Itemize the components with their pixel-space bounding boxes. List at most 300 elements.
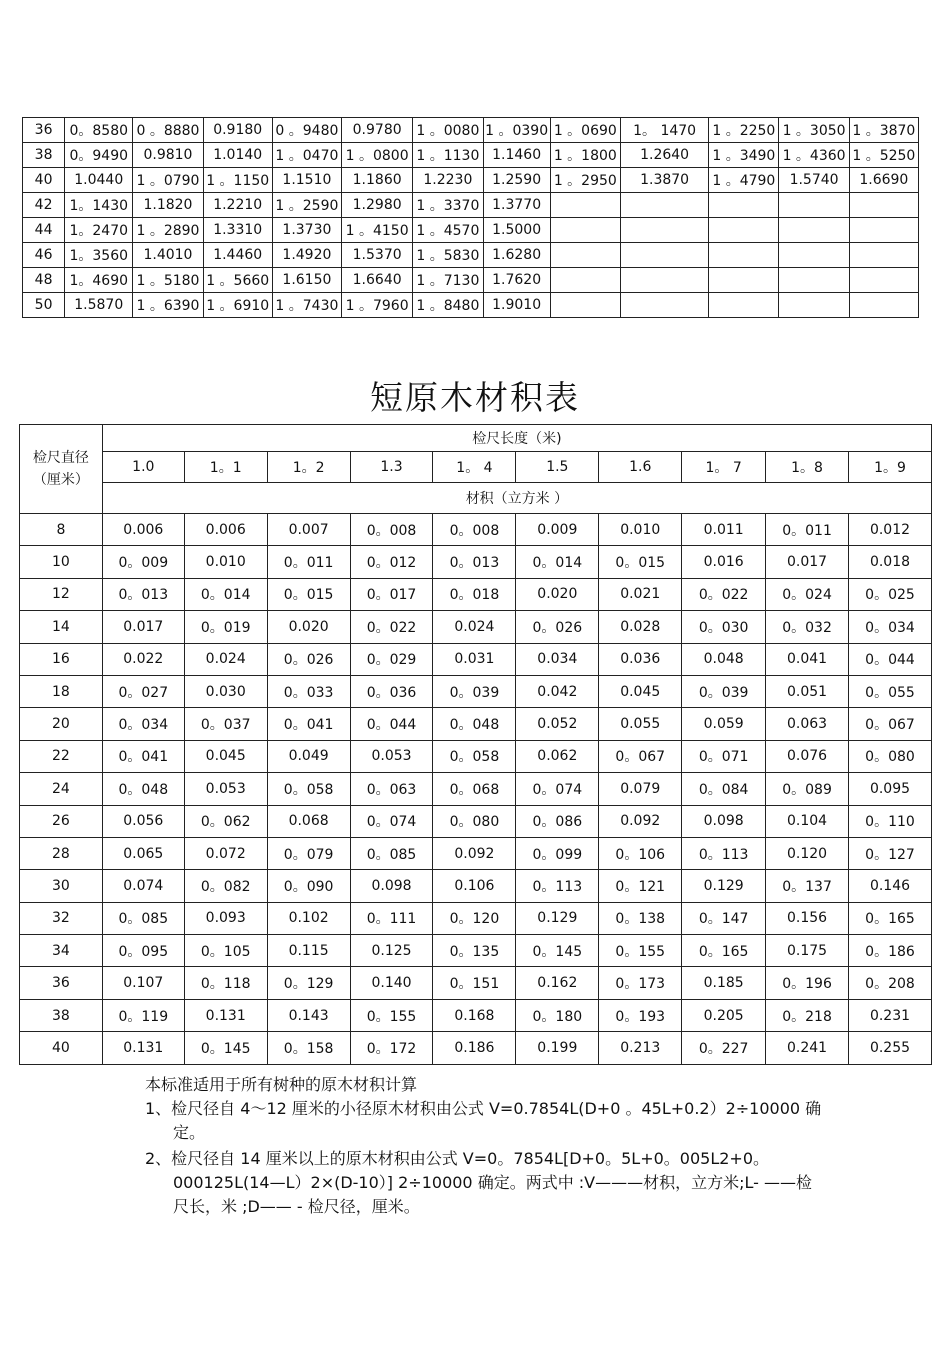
volume-cell xyxy=(779,243,849,268)
volume-cell: 0。118 xyxy=(184,967,267,999)
volume-cell: 0。138 xyxy=(599,902,682,934)
volume-cell: 0.143 xyxy=(267,999,350,1031)
volume-cell: 0。145 xyxy=(184,1032,267,1064)
volume-cell: 1.5370 xyxy=(342,243,413,268)
volume-cell: 0。026 xyxy=(516,611,599,643)
volume-cell xyxy=(779,293,849,318)
volume-cell: 0.052 xyxy=(516,708,599,740)
volume-cell: 0.063 xyxy=(766,708,849,740)
volume-cell: 1.6150 xyxy=(272,268,341,293)
volume-cell: 0.162 xyxy=(516,967,599,999)
table-row xyxy=(20,514,932,546)
volume-cell: 0。084 xyxy=(682,773,766,805)
diameter-cell: 48 xyxy=(23,268,65,293)
volume-cell: 1 。5660 xyxy=(203,268,272,293)
volume-cell: 0.041 xyxy=(766,643,849,675)
volume-cell: 0。067 xyxy=(849,708,932,740)
table-row xyxy=(23,143,919,168)
volume-cell: 0。218 xyxy=(766,999,849,1031)
volume-cell xyxy=(709,268,779,293)
volume-cell: 0.125 xyxy=(350,935,433,967)
volume-cell: 0.186 xyxy=(433,1032,516,1064)
volume-cell: 0.045 xyxy=(599,675,682,707)
volume-cell: 0。135 xyxy=(433,935,516,967)
volume-cell: 0。039 xyxy=(682,675,766,707)
volume-cell: 0.055 xyxy=(599,708,682,740)
volume-cell xyxy=(849,218,918,243)
volume-cell: 1 。0790 xyxy=(133,168,203,193)
volume-cell: 1 。3370 xyxy=(413,193,483,218)
volume-cell: 1 。2890 xyxy=(133,218,203,243)
length-cell: 1。8 xyxy=(766,452,849,483)
volume-cell: 1 。0080 xyxy=(413,118,483,143)
volume-cell xyxy=(620,268,708,293)
volume-cell: 1 。0390 xyxy=(483,118,550,143)
volume-cell: 0。186 xyxy=(849,935,932,967)
table-row xyxy=(20,643,932,675)
volume-cell: 1 。1800 xyxy=(550,143,620,168)
volume-cell: 0。089 xyxy=(766,773,849,805)
volume-cell: 0.065 xyxy=(102,837,184,869)
table-row xyxy=(20,805,932,837)
volume-cell: 0。119 xyxy=(102,999,184,1031)
volume-cell: 0。039 xyxy=(433,675,516,707)
volume-cell: 1 。4150 xyxy=(342,218,413,243)
diameter-cell: 28 xyxy=(20,837,103,869)
table-row xyxy=(20,611,932,643)
volume-cell: 0。074 xyxy=(350,805,433,837)
diameter-cell: 42 xyxy=(23,193,65,218)
volume-cell: 1.5740 xyxy=(779,168,849,193)
volume-cell: 0.024 xyxy=(433,611,516,643)
volume-cell: 0。193 xyxy=(599,999,682,1031)
volume-cell: 0.034 xyxy=(516,643,599,675)
volume-cell: 0。099 xyxy=(516,837,599,869)
volume-cell: 0。9490 xyxy=(65,143,133,168)
volume-cell: 1 。3490 xyxy=(709,143,779,168)
volume-cell: 0.156 xyxy=(766,902,849,934)
volume-cell: 1。 1470 xyxy=(620,118,708,143)
volume-cell: 0。120 xyxy=(433,902,516,934)
volume-cell: 0。048 xyxy=(433,708,516,740)
volume-cell: 0 。9480 xyxy=(272,118,341,143)
table-row xyxy=(23,118,919,143)
table-row xyxy=(20,967,932,999)
volume-cell: 0。034 xyxy=(849,611,932,643)
volume-cell: 1.1820 xyxy=(133,193,203,218)
volume-cell: 0。018 xyxy=(433,578,516,610)
notes-intro: 本标准适用于所有树种的原木材积计算 xyxy=(145,1075,418,1094)
volume-cell: 1 。7430 xyxy=(272,293,341,318)
volume-cell: 1.3870 xyxy=(620,168,708,193)
diameter-cell: 18 xyxy=(20,675,103,707)
volume-cell: 1 。3050 xyxy=(779,118,849,143)
volume-cell: 0。082 xyxy=(184,870,267,902)
volume-cell: 0.006 xyxy=(184,514,267,546)
volume-cell: 0。025 xyxy=(849,578,932,610)
volume-cell: 0.024 xyxy=(184,643,267,675)
diameter-cell: 38 xyxy=(20,999,103,1031)
volume-cell xyxy=(620,193,708,218)
volume-cell: 1 。4360 xyxy=(779,143,849,168)
volume-cell: 0.012 xyxy=(849,514,932,546)
table-row xyxy=(20,902,932,934)
volume-cell: 0。036 xyxy=(350,675,433,707)
volume-cell: 0。008 xyxy=(433,514,516,546)
volume-cell: 0.051 xyxy=(766,675,849,707)
volume-cell xyxy=(779,193,849,218)
volume-cell: 0.185 xyxy=(682,967,766,999)
volume-cell: 0.031 xyxy=(433,643,516,675)
volume-cell: 0。067 xyxy=(599,740,682,772)
volume-cell: 0.129 xyxy=(516,902,599,934)
volume-cell: 0.028 xyxy=(599,611,682,643)
volume-cell: 0。015 xyxy=(599,546,682,578)
table-row xyxy=(20,935,932,967)
diameter-cell: 16 xyxy=(20,643,103,675)
volume-cell: 1 。6910 xyxy=(203,293,272,318)
table-row xyxy=(20,999,932,1031)
volume-cell: 0。063 xyxy=(350,773,433,805)
volume-cell: 0。030 xyxy=(682,611,766,643)
volume-cell xyxy=(849,193,918,218)
volume-cell: 0.213 xyxy=(599,1032,682,1064)
volume-cell: 1。1430 xyxy=(65,193,133,218)
volume-cell: 0。011 xyxy=(766,514,849,546)
volume-cell: 0.131 xyxy=(102,1032,184,1064)
volume-cell xyxy=(620,218,708,243)
volume-cell: 1.3310 xyxy=(203,218,272,243)
volume-cell xyxy=(550,268,620,293)
volume-cell: 1 。5180 xyxy=(133,268,203,293)
table-row xyxy=(20,546,932,578)
volume-cell: 0.016 xyxy=(682,546,766,578)
volume-cell: 0 。8880 xyxy=(133,118,203,143)
volume-cell xyxy=(709,293,779,318)
volume-cell: 1.1510 xyxy=(272,168,341,193)
volume-cell: 1.2230 xyxy=(413,168,483,193)
length-cell: 1。1 xyxy=(184,452,267,483)
volume-cell: 0.9810 xyxy=(133,143,203,168)
table-row xyxy=(20,740,932,772)
diameter-cell: 22 xyxy=(20,740,103,772)
volume-cell: 0.018 xyxy=(849,546,932,578)
volume-cell: 0.092 xyxy=(433,837,516,869)
volume-cell: 0。062 xyxy=(184,805,267,837)
volume-cell: 0。111 xyxy=(350,902,433,934)
volume-cell: 0。017 xyxy=(350,578,433,610)
volume-cell: 0.053 xyxy=(350,740,433,772)
diameter-cell: 50 xyxy=(23,293,65,318)
volume-cell: 0.175 xyxy=(766,935,849,967)
volume-cell: 0.9180 xyxy=(203,118,272,143)
volume-cell xyxy=(620,243,708,268)
volume-cell: 1.5870 xyxy=(65,293,133,318)
table-row xyxy=(23,293,919,318)
volume-cell: 0.020 xyxy=(516,578,599,610)
volume-cell: 0。127 xyxy=(849,837,932,869)
length-cell: 1.3 xyxy=(350,452,433,483)
volume-cell: 0.006 xyxy=(102,514,184,546)
volume-cell: 0。014 xyxy=(184,578,267,610)
volume-cell: 0。032 xyxy=(766,611,849,643)
volume-cell: 0.020 xyxy=(267,611,350,643)
length-cell: 1。9 xyxy=(849,452,932,483)
volume-cell xyxy=(779,268,849,293)
length-cell: 1。 7 xyxy=(682,452,766,483)
volume-cell: 0.241 xyxy=(766,1032,849,1064)
volume-cell: 0。145 xyxy=(516,935,599,967)
volume-cell: 0.129 xyxy=(682,870,766,902)
volume-cell: 0.062 xyxy=(516,740,599,772)
volume-unit-header: 材积（立方米 ） xyxy=(102,483,931,514)
volume-cell: 0.017 xyxy=(102,611,184,643)
volume-cell: 1.9010 xyxy=(483,293,550,318)
continued-volume-table xyxy=(22,117,919,318)
volume-cell: 0。009 xyxy=(102,546,184,578)
volume-cell: 0.059 xyxy=(682,708,766,740)
volume-cell: 0。095 xyxy=(102,935,184,967)
volume-cell: 0。033 xyxy=(267,675,350,707)
volume-cell: 0.146 xyxy=(849,870,932,902)
volume-cell: 1.1860 xyxy=(342,168,413,193)
volume-cell: 0。086 xyxy=(516,805,599,837)
length-cell: 1.0 xyxy=(102,452,184,483)
diameter-cell: 44 xyxy=(23,218,65,243)
volume-cell: 0.199 xyxy=(516,1032,599,1064)
volume-cell: 0。034 xyxy=(102,708,184,740)
volume-cell: 0。019 xyxy=(184,611,267,643)
volume-cell: 0.010 xyxy=(184,546,267,578)
diameter-cell: 12 xyxy=(20,578,103,610)
volume-cell: 0。022 xyxy=(350,611,433,643)
table-row xyxy=(20,837,932,869)
volume-cell: 0。079 xyxy=(267,837,350,869)
volume-cell: 0。048 xyxy=(102,773,184,805)
volume-cell: 0。173 xyxy=(599,967,682,999)
volume-cell: 0.042 xyxy=(516,675,599,707)
volume-cell: 0。055 xyxy=(849,675,932,707)
diameter-header: 检尺直径（厘米） xyxy=(20,425,103,514)
volume-cell: 1.5000 xyxy=(483,218,550,243)
volume-cell xyxy=(849,268,918,293)
volume-cell: 0.068 xyxy=(267,805,350,837)
volume-cell: 1。3560 xyxy=(65,243,133,268)
volume-cell xyxy=(849,243,918,268)
volume-cell: 0。024 xyxy=(766,578,849,610)
volume-cell: 0。106 xyxy=(599,837,682,869)
table-row xyxy=(20,773,932,805)
volume-cell: 0。080 xyxy=(849,740,932,772)
volume-cell: 0。110 xyxy=(849,805,932,837)
note-item: 2、检尺径自 14 厘米以上的原木材积由公式 V=0。7854L[D+0。5L+0。005L2+0。000125L(14—L）2×(D-10）] 2÷10000 确定。两式中 :V———材积，立方米;L- ——检尺长，米 ;D—— - 检尺径，厘米。 xyxy=(145,1149,812,1216)
volume-cell: 0.056 xyxy=(102,805,184,837)
volume-cell xyxy=(709,193,779,218)
volume-cell: 0。041 xyxy=(102,740,184,772)
volume-cell: 0.095 xyxy=(849,773,932,805)
volume-cell: 0.011 xyxy=(682,514,766,546)
volume-cell: 0.079 xyxy=(599,773,682,805)
volume-cell: 0。8580 xyxy=(65,118,133,143)
volume-cell: 0.107 xyxy=(102,967,184,999)
volume-cell: 0。155 xyxy=(350,999,433,1031)
volume-cell: 1 。4570 xyxy=(413,218,483,243)
volume-cell: 1 。0690 xyxy=(550,118,620,143)
volume-cell: 0.036 xyxy=(599,643,682,675)
notes xyxy=(145,1073,825,1219)
volume-cell: 0。011 xyxy=(267,546,350,578)
volume-cell: 0。044 xyxy=(350,708,433,740)
diameter-cell: 46 xyxy=(23,243,65,268)
volume-cell: 0。044 xyxy=(849,643,932,675)
volume-cell: 1.2980 xyxy=(342,193,413,218)
volume-cell: 1 。2950 xyxy=(550,168,620,193)
volume-cell: 0。013 xyxy=(433,546,516,578)
volume-cell: 0.076 xyxy=(766,740,849,772)
volume-cell: 0。027 xyxy=(102,675,184,707)
length-cell: 1.5 xyxy=(516,452,599,483)
diameter-cell: 38 xyxy=(23,143,65,168)
volume-cell: 0.106 xyxy=(433,870,516,902)
table-row xyxy=(23,243,919,268)
volume-cell: 1 。5250 xyxy=(849,143,918,168)
volume-cell: 0。015 xyxy=(267,578,350,610)
volume-cell: 0.009 xyxy=(516,514,599,546)
volume-cell: 0.049 xyxy=(267,740,350,772)
length-cell: 1。2 xyxy=(267,452,350,483)
diameter-cell: 10 xyxy=(20,546,103,578)
volume-cell: 0.030 xyxy=(184,675,267,707)
volume-cell xyxy=(550,218,620,243)
table-row xyxy=(20,870,932,902)
volume-cell: 0.098 xyxy=(350,870,433,902)
volume-cell: 0。137 xyxy=(766,870,849,902)
volume-cell: 0.131 xyxy=(184,999,267,1031)
table-row xyxy=(20,675,932,707)
volume-cell: 0.017 xyxy=(766,546,849,578)
volume-cell: 0。151 xyxy=(433,967,516,999)
volume-cell: 1.2590 xyxy=(483,168,550,193)
volume-cell: 1.2640 xyxy=(620,143,708,168)
volume-cell: 1 。1130 xyxy=(413,143,483,168)
table-row xyxy=(20,1032,932,1064)
volume-cell xyxy=(779,218,849,243)
volume-cell: 1.7620 xyxy=(483,268,550,293)
volume-cell: 0。129 xyxy=(267,967,350,999)
volume-cell: 0.140 xyxy=(350,967,433,999)
volume-cell: 1。2470 xyxy=(65,218,133,243)
volume-cell xyxy=(550,293,620,318)
volume-cell: 0.168 xyxy=(433,999,516,1031)
volume-cell: 0.255 xyxy=(849,1032,932,1064)
volume-cell: 0。158 xyxy=(267,1032,350,1064)
volume-cell: 0.120 xyxy=(766,837,849,869)
volume-cell: 1 。1150 xyxy=(203,168,272,193)
volume-cell: 0。085 xyxy=(350,837,433,869)
volume-cell: 0.045 xyxy=(184,740,267,772)
table-row xyxy=(23,218,919,243)
page-title: 短原木材积表 xyxy=(370,378,580,417)
volume-cell: 0。014 xyxy=(516,546,599,578)
diameter-cell: 30 xyxy=(20,870,103,902)
diameter-cell: 36 xyxy=(20,967,103,999)
volume-cell: 0。026 xyxy=(267,643,350,675)
length-cell: 1.6 xyxy=(599,452,682,483)
volume-cell: 0。012 xyxy=(350,546,433,578)
volume-cell: 1.3730 xyxy=(272,218,341,243)
table-row xyxy=(20,708,932,740)
volume-cell: 0。074 xyxy=(516,773,599,805)
length-cell: 1。 4 xyxy=(433,452,516,483)
length-header: 检尺长度（米) xyxy=(102,425,931,452)
diameter-cell: 34 xyxy=(20,935,103,967)
diameter-cell: 32 xyxy=(20,902,103,934)
diameter-cell: 20 xyxy=(20,708,103,740)
volume-cell: 1 。2250 xyxy=(709,118,779,143)
volume-cell: 0.007 xyxy=(267,514,350,546)
note-item: 1、检尺径自 4～12 厘米的小径原木材积由公式 V=0.7854L(D+0 。45L+0.2）2÷10000 确定。 xyxy=(145,1099,822,1142)
volume-cell: 0.072 xyxy=(184,837,267,869)
volume-cell: 0.022 xyxy=(102,643,184,675)
volume-cell: 1 。5830 xyxy=(413,243,483,268)
volume-cell: 1 。7130 xyxy=(413,268,483,293)
volume-cell: 0。068 xyxy=(433,773,516,805)
volume-cell: 0。013 xyxy=(102,578,184,610)
diameter-cell: 40 xyxy=(23,168,65,193)
volume-cell: 0。227 xyxy=(682,1032,766,1064)
volume-cell: 0。058 xyxy=(267,773,350,805)
volume-cell: 0。165 xyxy=(682,935,766,967)
volume-cell: 1.1460 xyxy=(483,143,550,168)
volume-cell: 0。041 xyxy=(267,708,350,740)
volume-cell: 0.074 xyxy=(102,870,184,902)
diameter-cell: 8 xyxy=(20,514,103,546)
volume-cell: 0。105 xyxy=(184,935,267,967)
volume-cell: 0。113 xyxy=(682,837,766,869)
volume-cell: 0。208 xyxy=(849,967,932,999)
diameter-cell: 36 xyxy=(23,118,65,143)
volume-cell: 0.092 xyxy=(599,805,682,837)
volume-cell: 1 。2590 xyxy=(272,193,341,218)
volume-cell: 0.098 xyxy=(682,805,766,837)
diameter-cell: 14 xyxy=(20,611,103,643)
volume-cell: 1.3770 xyxy=(483,193,550,218)
volume-cell: 1.6640 xyxy=(342,268,413,293)
volume-cell: 1.4010 xyxy=(133,243,203,268)
volume-cell: 0。085 xyxy=(102,902,184,934)
volume-cell: 1.0140 xyxy=(203,143,272,168)
volume-cell: 1.6690 xyxy=(849,168,918,193)
volume-cell: 1.4920 xyxy=(272,243,341,268)
volume-cell: 0.104 xyxy=(766,805,849,837)
volume-cell: 1 。8480 xyxy=(413,293,483,318)
diameter-cell: 40 xyxy=(20,1032,103,1064)
volume-cell: 0。165 xyxy=(849,902,932,934)
volume-cell xyxy=(550,193,620,218)
volume-cell: 0。172 xyxy=(350,1032,433,1064)
volume-cell: 1 。4790 xyxy=(709,168,779,193)
volume-cell: 1.6280 xyxy=(483,243,550,268)
volume-cell: 0。071 xyxy=(682,740,766,772)
volume-cell: 0.231 xyxy=(849,999,932,1031)
table-row xyxy=(20,578,932,610)
table-row xyxy=(23,268,919,293)
volume-cell: 0。037 xyxy=(184,708,267,740)
volume-cell: 0。113 xyxy=(516,870,599,902)
volume-cell: 0.021 xyxy=(599,578,682,610)
volume-cell: 1 。7960 xyxy=(342,293,413,318)
volume-cell: 0。155 xyxy=(599,935,682,967)
